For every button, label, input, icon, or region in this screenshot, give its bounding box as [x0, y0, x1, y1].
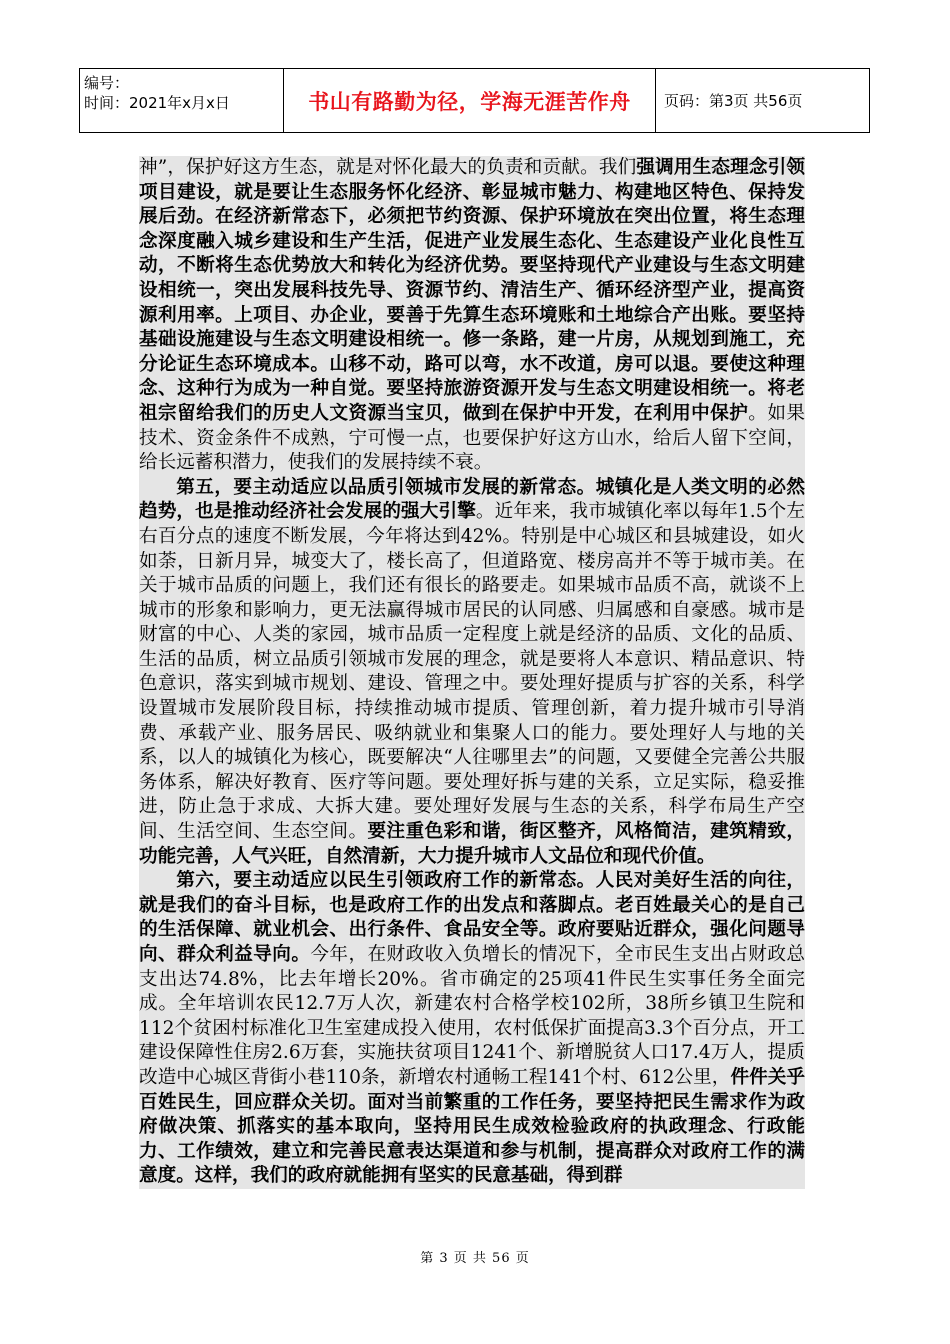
text-run: 第六，要主动适应以民生引领政府工作的新常态。人民对美好生活的向往，就是我们的奋斗目标，也是政府工作的出发点和落脚点。老百姓最关心的是自己的生活保障、就业机会、出行条件、食品安全等。政府要贴近群众，强化问题导向、群众利益导向。: [139, 870, 805, 965]
paragraph-2: [139, 476, 805, 870]
document-body: [139, 156, 805, 1189]
text-run: 强调用生态理念引领项目建设，就是要让生态服务怀化经济、彰显城市魅力、构建地区特色、保持发展后劲。在经济新常态下，必须把节约资源、保护环境放在突出位置，将生态理念深度融入城乡建设和生产生活，促进产业发展生态化、生态建设产业化良性互动，不断将生态优势放大和转化为经济优势。要坚持现代产业建设与生态文明建设相统一，突出发展科技先导、资源节约、清洁生产、循环经济型产业，提高资源利用率。上项目、办企业，要善于先算生态环境账和土地综合产出账。要坚持基础设施建设与生态文明建设相统一。修一条路，建一片房，从规划到施工，充分论证生态环境成本。山移不动，路可以弯，水不改道，房可以退。要使这种理念、这种行为成为一种自觉。要坚持旅游资源开发与生态文明建设相统一。将老祖宗留给我们的历史人文资源当宝贝，做到在保护中开发，在利用中保护: [139, 157, 805, 424]
page-info: 页码：第3页 共56页: [664, 92, 803, 110]
paragraph-1: [139, 156, 805, 476]
text-run: 第五，要主动适应以品质引领城市发展的新常态。城镇化是人类文明的必然趋势，也是推动经济社会发展的强大引擎: [139, 476, 805, 523]
paragraph-3: [139, 869, 805, 1189]
header-table: [79, 68, 870, 133]
motto: 书山有路勤为径，学海无涯苦作舟: [284, 69, 656, 132]
number-label: 编号：: [84, 74, 130, 92]
text-run: 。如果技术、资金条件不成熟，宁可慢一点，也要保护好这方山水，给后人留下空间，给长远蓄积潜力，使我们的发展持续不衰。: [139, 402, 805, 474]
text-run: 。近年来，我市城镇化率以每年1.5个左右百分点的速度不断发展，今年将达到42%。特别是中心城区和县城建设，如火如荼，日新月异，城变大了，楼长高了，但道路宽、楼房高并不等于城市美。在关于城市品质的问题上，我们还有很长的路要走。如果城市品质不高，就谈不上城市的形象和影响力，更无法赢得城市居民的认同感、归属感和自豪感。城市是财富的中心、人类的家园，城市品质一定程度上就是经济的品质、文化的品质、生活的品质，树立品质引领城市发展的理念，就是要将人本意识、精品意识、特色意识，落实到城市规划、建设、管理之中。要处理好提质与扩容的关系，科学设置城市发展阶段目标，持续推动城市提质、管理创新，着力提升城市引导消费、承载产业、服务居民、吸纳就业和集聚人口的能力。要处理好人与地的关系，以人的城镇化为核心，既要解决“人往哪里去”的问题，又要健全完善公共服务体系，解决好教育、医疗等问题。要处理好拆与建的关系，立足实际，稳妥推进，防止急于求成、大拆大建。要处理好发展与生态的关系，科学布局生产空间、生活空间、生态空间。: [139, 501, 805, 843]
text-run: 今年，在财政收入负增长的情况下，全市民生支出占财政总支出达74.8%，比去年增长20%。省市确定的25项41件民生实事任务全面完成。全年培训农民12.7万人次，新建农村合格学校102所，38所乡镇卫生院和112个贫困村标准化卫生室建成投入使用，农村低保扩面提高3.3个百分点，开工建设保障性住房2.6万套，实施扶贫项目1241个、新增脱贫人口17.4万人，提质改造中心城区背街小巷110条，新增农村通畅工程141个村、612公里，: [139, 944, 805, 1088]
text-run: 件件关乎百姓民生，回应群众关切。面对当前繁重的工作任务，要坚持把民生需求作为政府做决策、抓落实的基本取向，坚持用民生成效检验政府的执政理念、行政能力、工作绩效，建立和完善民意表达渠道和参与机制，提高群众对政府工作的满意度。这样，我们的政府就能拥有坚实的民意基础，得到群: [139, 1066, 805, 1187]
page-footer: 第 3 页 共 56 页: [420, 1251, 530, 1266]
text-run: 神”，保护好这方生态，就是对怀化最大的负责和贡献。我们: [139, 157, 637, 178]
header-meta-cell: [80, 69, 284, 132]
text-run: 要注重色彩和谐，街区整齐，风格简洁，建筑精致，功能完善，人气兴旺，自然清新，大力提升城市人文品位和现代价值。: [139, 821, 805, 867]
time-label: 时间：2021年x月x日: [84, 94, 230, 112]
